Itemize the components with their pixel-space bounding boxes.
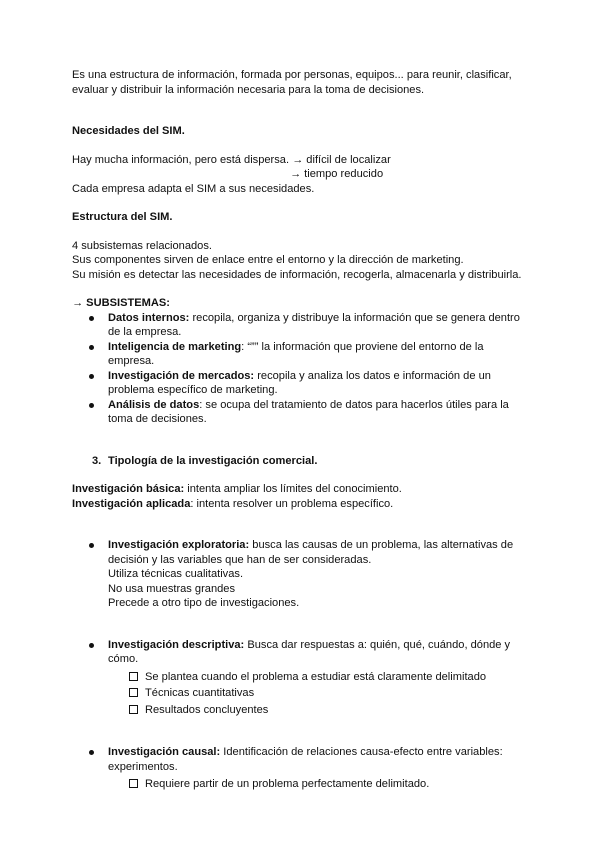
tipologia-heading: 3. Tipología de la investigación comercial. bbox=[92, 454, 318, 467]
investigacion-aplicada: Investigación aplicada: intenta resolver un problema específico. bbox=[72, 497, 394, 510]
subsistemas-list bbox=[72, 311, 532, 427]
checkbox-icon[interactable] bbox=[129, 779, 138, 788]
checklist-item: Resultados concluyentes bbox=[72, 702, 532, 719]
investigacion-basica: Investigación básica: intenta ampliar los límites del conocimiento. bbox=[72, 483, 402, 495]
estructura-heading: Estructura del SIM. bbox=[72, 211, 173, 223]
subsistemas-heading: → SUBSISTEMAS: bbox=[72, 297, 171, 309]
list-item: Investigación causal: Identificación de relaciones causa-efecto entre variables: experimentos. bbox=[72, 745, 532, 774]
list-item: Análisis de datos: se ocupa del tratamiento de datos para hacerlos útiles para la toma de decisiones. bbox=[72, 398, 532, 427]
necesidades-line-2: → tiempo reducido bbox=[290, 168, 384, 180]
document-page bbox=[72, 68, 532, 793]
checkbox-icon[interactable] bbox=[129, 688, 138, 697]
estructura-line-1: 4 subsistemas relacionados. bbox=[72, 239, 212, 252]
checkbox-icon[interactable] bbox=[129, 672, 138, 681]
checkbox-icon[interactable] bbox=[129, 705, 138, 714]
checklist-item: Se plantea cuando el problema a estudiar está claramente delimitado bbox=[72, 669, 532, 686]
checklist-item: Requiere partir de un problema perfectamente delimitado. bbox=[72, 776, 532, 793]
necesidades-line-1: Hay mucha información, pero está dispersa. → difícil de localizar bbox=[72, 153, 391, 166]
estructura-line-2: Sus componentes sirven de enlace entre el entorno y la dirección de marketing. bbox=[72, 254, 464, 266]
necesidades-heading: Necesidades del SIM. bbox=[72, 125, 185, 137]
descriptiva-list bbox=[72, 638, 532, 667]
estructura-line-3: Su misión es detectar las necesidades de información, recogerla, almacenarla y distribuirla. bbox=[72, 268, 522, 281]
list-item: Inteligencia de marketing: “”” la información que proviene del entorno de la empresa. bbox=[72, 340, 532, 369]
list-item: Investigación descriptiva: Busca dar respuestas a: quién, qué, cuándo, dónde y cómo. bbox=[72, 638, 532, 667]
exploratoria-list bbox=[72, 538, 532, 611]
list-item: Datos internos: recopila, organiza y distribuye la información que se genera dentro de la empresa. bbox=[72, 311, 532, 340]
list-item: Investigación de mercados: recopila y analiza los datos e información de un problema específico de marketing. bbox=[72, 369, 532, 398]
causal-list bbox=[72, 745, 532, 774]
list-item: Investigación exploratoria: busca las causas de un problema, las alternativas de decisión y las variables que han de ser consideradas. Utiliza técnicas cualitativas. No usa muestras grandes Precede a otro tipo de investigaciones. bbox=[72, 538, 532, 611]
necesidades-line-3: Cada empresa adapta el SIM a sus necesidades. bbox=[72, 182, 315, 195]
descriptiva-checklist bbox=[72, 669, 532, 719]
causal-checklist bbox=[72, 776, 532, 793]
checklist-item: Técnicas cuantitativas bbox=[72, 685, 532, 702]
intro-paragraph: Es una estructura de información, formada por personas, equipos... para reunir, clasificar, evaluar y distribuir la información necesaria para la toma de decisiones. bbox=[72, 69, 512, 96]
